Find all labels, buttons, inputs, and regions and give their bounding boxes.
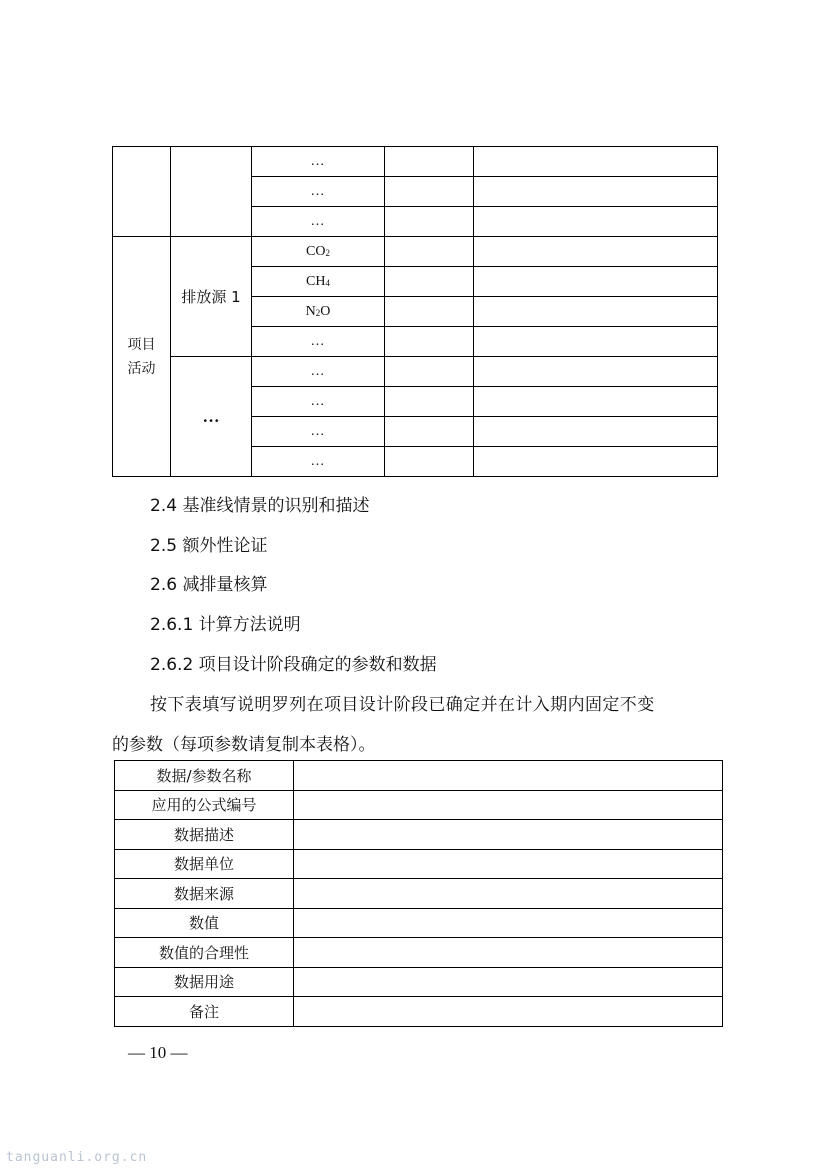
ellipsis: …	[310, 154, 326, 169]
value-cell	[385, 387, 474, 417]
table-row	[115, 908, 723, 938]
value-cell	[385, 147, 474, 177]
parameter-table	[114, 760, 723, 1027]
value-cell	[385, 357, 474, 387]
parameter-value	[294, 967, 723, 997]
gas-cell	[252, 387, 385, 417]
value-cell	[474, 237, 718, 267]
value-cell	[474, 147, 718, 177]
value-cell	[385, 297, 474, 327]
parameter-value	[294, 938, 723, 968]
emission-source-text: 排放源 1	[181, 288, 241, 306]
table-row	[115, 849, 723, 879]
gas-cell	[252, 447, 385, 477]
table-row	[113, 357, 718, 387]
parameter-label: 数据用途	[115, 967, 294, 997]
table-row	[115, 879, 723, 909]
watermark: tanguanli.org.cn	[6, 1150, 148, 1165]
gas-cell	[252, 207, 385, 237]
parameter-label: 应用的公式编号	[115, 790, 294, 820]
table-row	[115, 820, 723, 850]
empty-cell	[113, 147, 171, 237]
parameter-value	[294, 997, 723, 1027]
emission-source-label	[171, 237, 252, 357]
value-cell	[474, 297, 718, 327]
ellipsis: …	[310, 364, 326, 379]
ellipsis: …	[310, 394, 326, 409]
emissions-table	[112, 146, 718, 477]
gas-cell	[252, 417, 385, 447]
heading-2-4: 2.4 基准线情景的识别和描述	[150, 496, 370, 516]
ellipsis: …	[310, 334, 326, 349]
value-cell	[385, 447, 474, 477]
gas-cell	[252, 357, 385, 387]
value-cell	[474, 327, 718, 357]
ellipsis: …	[310, 424, 326, 439]
parameter-label: 数据/参数名称	[115, 761, 294, 791]
paragraph-line-2: 的参数（每项参数请复制本表格）。	[112, 735, 376, 755]
value-cell	[474, 447, 718, 477]
parameter-label: 数据单位	[115, 849, 294, 879]
more-sources-cell	[171, 357, 252, 477]
heading-2-6-2: 2.6.2 项目设计阶段确定的参数和数据	[150, 655, 437, 675]
paragraph-line-1: 按下表填写说明罗列在项目设计阶段已确定并在计入期内固定不变	[150, 695, 655, 715]
gas-ch4: $CH_4$	[306, 274, 330, 289]
ellipsis: …	[310, 184, 326, 199]
parameter-value	[294, 761, 723, 791]
table-row	[115, 967, 723, 997]
heading-2-6-1: 2.6.1 计算方法说明	[150, 615, 301, 635]
table-row	[113, 237, 718, 267]
table-row	[113, 147, 718, 177]
gas-cell	[252, 147, 385, 177]
label-line: 项目	[127, 336, 156, 353]
project-activity-label	[113, 237, 171, 477]
value-cell	[474, 207, 718, 237]
gas-co2: $CO_2$	[306, 244, 330, 259]
value-cell	[385, 237, 474, 267]
heading-2-6: 2.6 减排量核算	[150, 575, 268, 595]
ellipsis: …	[202, 406, 220, 426]
value-cell	[385, 207, 474, 237]
value-cell	[385, 417, 474, 447]
ellipsis: …	[310, 214, 326, 229]
heading-2-5: 2.5 额外性论证	[150, 536, 268, 556]
parameter-value	[294, 790, 723, 820]
value-cell	[474, 357, 718, 387]
value-cell	[385, 267, 474, 297]
value-cell	[474, 177, 718, 207]
gas-cell	[252, 177, 385, 207]
gas-cell	[252, 237, 385, 267]
empty-cell	[171, 147, 252, 237]
parameter-label: 数值	[115, 908, 294, 938]
value-cell	[474, 267, 718, 297]
gas-cell	[252, 297, 385, 327]
parameter-label: 备注	[115, 997, 294, 1027]
parameter-value	[294, 849, 723, 879]
parameter-value	[294, 879, 723, 909]
gas-n2o: $N_2O$	[305, 304, 331, 319]
parameter-label: 数值的合理性	[115, 938, 294, 968]
label-line: 活动	[127, 360, 156, 377]
parameter-label: 数据来源	[115, 879, 294, 909]
gas-cell	[252, 327, 385, 357]
gas-cell	[252, 267, 385, 297]
table-row	[115, 997, 723, 1027]
ellipsis: …	[310, 454, 326, 469]
parameter-label: 数据描述	[115, 820, 294, 850]
value-cell	[385, 177, 474, 207]
parameter-value	[294, 908, 723, 938]
value-cell	[385, 327, 474, 357]
value-cell	[474, 387, 718, 417]
table-row	[115, 790, 723, 820]
value-cell	[474, 417, 718, 447]
parameter-value	[294, 820, 723, 850]
table-row	[115, 761, 723, 791]
table-row	[115, 938, 723, 968]
page-number: — 10 —	[128, 1043, 188, 1062]
